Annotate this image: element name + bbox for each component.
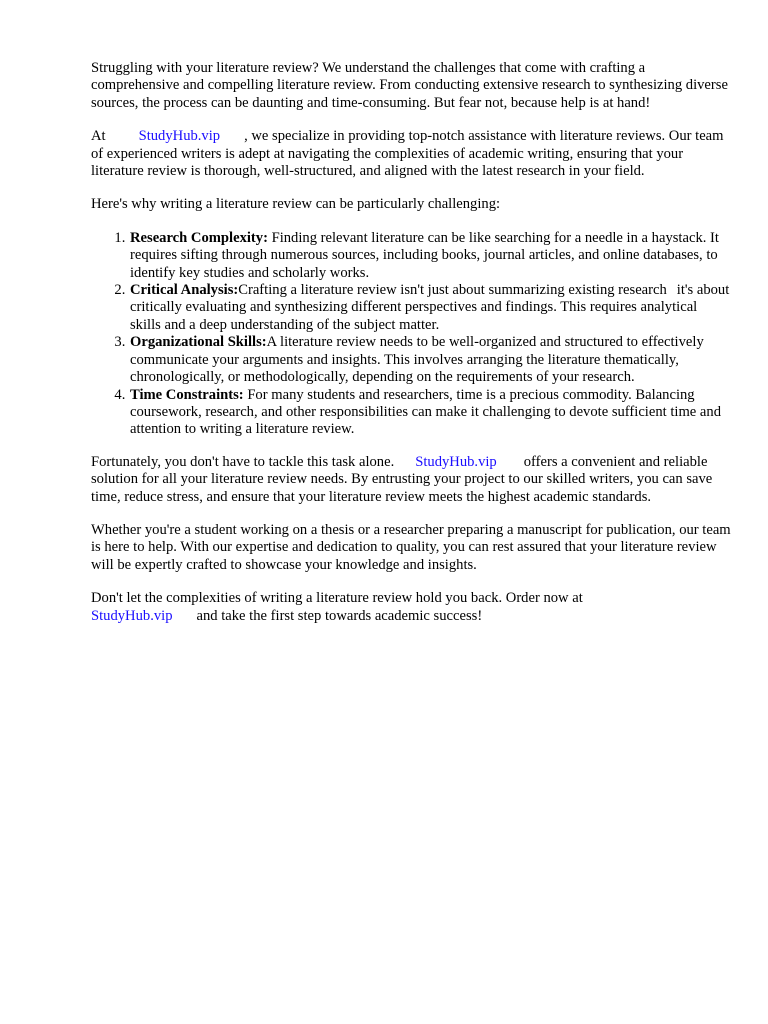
fortunately-paragraph bbox=[91, 454, 731, 506]
list-item-term: Organizational Skills: bbox=[130, 334, 267, 351]
list-item-term: Research Complexity: bbox=[130, 229, 268, 246]
document-page bbox=[91, 60, 731, 641]
whether-paragraph: Whether you're a student working on a thesis or a researcher preparing a manuscript for publication, our team is here to help. With our expertise and dedication to quality, you can rest assured that your literature review will be expertly crafted to showcase your knowledge and insights. bbox=[91, 521, 731, 573]
list-item-text: Crafting a literature review isn't just about summarizing existing research bbox=[238, 282, 667, 299]
list-item-term: Critical Analysis: bbox=[130, 282, 239, 299]
closing-text-before: Don't let the complexities of writing a literature review hold you back. Order now at bbox=[91, 590, 583, 607]
about-text-after: , we specialize in providing top-notch assistance with literature reviews. Our team of experienced writers is adept at navigating the complexities of academic writing, ensuring that your literature review is thorough, well-structured, and aligned with the latest research in your field. bbox=[91, 128, 724, 180]
list-item-text: Finding relevant literature can be like searching for a needle in a haystack. It requires sifting through numerous sources, including books, journal articles, and online databases, to identify key studies and scholarly works. bbox=[130, 229, 719, 281]
list-item-text: A literature review needs to be well-organized and structured to effectively communicate your arguments and insights. This involves arranging the literature thematically, chronologically, or methodologically, depending on the requirements of your research. bbox=[130, 334, 704, 386]
closing-paragraph bbox=[91, 590, 731, 625]
fortunately-text-after: offers a convenient and reliable solution for all your literature review needs. By entrusting your project to our skilled writers, you can save time, reduce stress, and ensure that your literature review meets the highest academic standards. bbox=[91, 453, 713, 505]
studyhub-link[interactable]: StudyHub.vip bbox=[415, 453, 497, 470]
list-item-text: For many students and researchers, time is a precious commodity. Balancing coursework, research, and other responsibilities can make it challenging to devote sufficient time and attention to writing a literature review. bbox=[130, 386, 721, 438]
list-item-term: Time Constraints: bbox=[130, 386, 244, 403]
challenges-list bbox=[91, 230, 731, 439]
list-item-research-complexity bbox=[129, 230, 731, 282]
intro-paragraph bbox=[91, 60, 731, 112]
studyhub-link[interactable]: StudyHub.vip bbox=[91, 607, 173, 624]
closing-text-after: and take the first step towards academic success! bbox=[196, 607, 483, 624]
list-item-critical-analysis bbox=[129, 282, 731, 334]
list-intro: Here's why writing a literature review can be particularly challenging: bbox=[91, 196, 501, 213]
about-paragraph bbox=[91, 128, 731, 180]
list-item-text: it's about critically evaluating and synthesizing different perspectives and findings. This requires analytical skills and a deep understanding of the subject matter. bbox=[130, 282, 730, 333]
list-item-organizational-skills bbox=[129, 334, 731, 386]
about-text-before: At bbox=[91, 128, 106, 145]
studyhub-link[interactable]: StudyHub.vip bbox=[138, 128, 221, 145]
fortunately-text-before: Fortunately, you don't have to tackle this task alone. bbox=[91, 453, 395, 470]
list-item-time-constraints bbox=[129, 387, 731, 439]
intro-text: Struggling with your literature review? We understand the challenges that come with crafting a comprehensive and compelling literature review. From conducting extensive research to synthesizing diverse sources, the process can be daunting and time-consuming. But fear not, because help is at hand! bbox=[91, 60, 728, 111]
